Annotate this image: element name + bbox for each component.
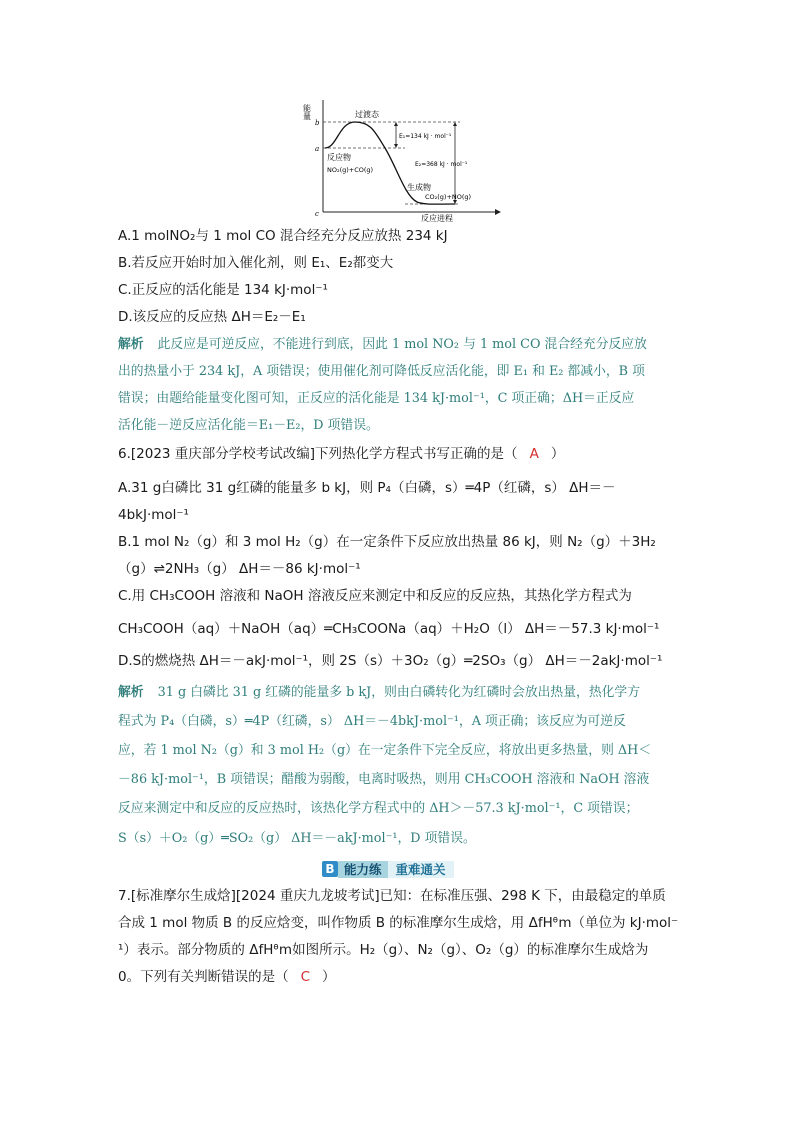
analysis-tag: 解析 bbox=[118, 337, 144, 352]
e1-label: E₁=134 kJ · mol⁻¹ bbox=[399, 133, 452, 140]
q6-option-b-line1: B.1 mol N₂（g）和 3 mol H₂（g）在一定条件下反应放出热量 86 kJ，则 N₂（g）＋3H₂ bbox=[118, 534, 656, 550]
q6-answer: A bbox=[529, 446, 539, 462]
q5-analysis-line2: 出的热量小于 234 kJ，A 项错误；使用催化剂可降低反应活化能，即 E₁ 和 E₂ 都减小，B 项 bbox=[118, 364, 645, 379]
analysis-text: 31 g 白磷比 31 g 红磷的能量多 b kJ，则由白磷转化为红磷时会放出热量，热化学方 bbox=[157, 685, 641, 700]
q5-option-c: C.正反应的活化能是 134 kJ·mol⁻¹ bbox=[118, 282, 328, 298]
q7-line4 bbox=[118, 967, 336, 987]
q5-option-a: A.1 molNO₂与 1 mol CO 混合经充分反应放热 234 kJ bbox=[118, 228, 448, 244]
label-b: b bbox=[315, 119, 320, 127]
q5-analysis-line4: 活化能－逆反应活化能＝E₁－E₂，D 项错误。 bbox=[118, 418, 379, 433]
q7-line4-text: 0。下列有关判断错误的是（ bbox=[118, 969, 289, 985]
q6-analysis-line5: 反应来测定中和反应的反应热时，该热化学方程式中的 ΔH＞－57.3 kJ·mol⁻¹，C 项错误； bbox=[118, 801, 639, 816]
q6-analysis-line3: 应，若 1 mol N₂（g）和 3 mol H₂（g）在一定条件下完全反应，将放出更多热量，则 ΔH＜ bbox=[118, 743, 652, 758]
x-axis-arrow bbox=[495, 209, 501, 215]
section-label: 能力练 bbox=[338, 861, 388, 878]
label-c: c bbox=[315, 210, 319, 218]
q5-analysis-line3: 错误；由题给能量变化图可知，正反应的活化能是 134 kJ·mol⁻¹，C 项正确；ΔH＝正反应 bbox=[118, 391, 635, 406]
transition-label: 过渡态 bbox=[355, 110, 379, 119]
energy-diagram-svg bbox=[302, 92, 505, 223]
product-formula: CO₂(g)+NO(g) bbox=[425, 193, 472, 201]
q6-option-d: D.S的燃烧热 ΔH＝－akJ·mol⁻¹，则 2S（s）＋3O₂（g）═2SO₃（g） ΔH＝－2akJ·mol⁻¹ bbox=[118, 653, 663, 669]
q6-option-a-line1: A.31 g白磷比 31 g红磷的能量多 b kJ，则 P₄（白磷，s）═4P（红磷，s） ΔH＝－ bbox=[118, 480, 616, 496]
q7-close: ） bbox=[322, 969, 336, 985]
reactant-formula: NO₂(g)+CO(g) bbox=[327, 166, 374, 174]
q6-stem bbox=[118, 444, 564, 464]
q6-analysis-line4: －86 kJ·mol⁻¹，B 项错误；醋酸为弱酸，电离时吸热，则用 CH₃COOH 溶液和 NaOH 溶液 bbox=[118, 772, 650, 787]
e2-label: E₂=368 kJ · mol⁻¹ bbox=[415, 161, 468, 168]
q7-line1: 7.[标准摩尔生成焓][2024 重庆九龙坡考试]已知：在标准压强、298 K 下，由最稳定的单质 bbox=[118, 888, 666, 904]
x-axis-label: 反应进程 bbox=[421, 214, 453, 223]
q5-option-d: D.该反应的反应热 ΔH＝E₂－E₁ bbox=[118, 309, 306, 325]
q6-option-c-line2: CH₃COOH（aq）＋NaOH（aq）═CH₃COONa（aq）＋H₂O（l） ΔH＝－57.3 kJ·mol⁻¹ bbox=[118, 621, 660, 637]
reactant-label: 反应物 bbox=[327, 153, 351, 162]
section-badge: B bbox=[322, 861, 338, 877]
q7-answer: C bbox=[300, 969, 311, 985]
q7-line3: ¹）表示。部分物质的 ΔfHᶿm如图所示。H₂（g）、N₂（g）、O₂（g）的标准摩尔生成焓为 bbox=[118, 942, 649, 958]
q6-option-b-line2: （g）⇌2NH₃（g） ΔH＝－86 kJ·mol⁻¹ bbox=[118, 561, 361, 577]
q6-analysis-line6: S（s）＋O₂（g）═SO₂（g） ΔH＝－akJ·mol⁻¹，D 项错误。 bbox=[118, 831, 476, 846]
y-axis-label: 能量 bbox=[302, 104, 312, 120]
q6-option-c-line1: C.用 CH₃COOH 溶液和 NaOH 溶液反应来测定中和反应的反应热，其热化学方程式为 bbox=[118, 588, 632, 604]
energy-diagram bbox=[302, 92, 505, 223]
q6-stem-text: 6.[2023 重庆部分学校考试改编]下列热化学方程式书写正确的是（ bbox=[118, 446, 518, 462]
q6-analysis-line1 bbox=[118, 683, 640, 703]
q5-analysis-line1 bbox=[118, 335, 647, 355]
product-label: 生成物 bbox=[407, 183, 431, 192]
label-a: a bbox=[315, 145, 320, 153]
analysis-text: 此反应是可逆反应，不能进行到底，因此 1 mol NO₂ 与 1 mol CO 混合经充分反应放 bbox=[157, 337, 647, 352]
q6-close: ） bbox=[550, 446, 565, 462]
q7-line2: 合成 1 mol 物质 B 的反应焓变，叫作物质 B 的标准摩尔生成焓，用 ΔfHᶿm（单位为 kJ·mol⁻ bbox=[118, 915, 679, 931]
section-banner bbox=[322, 860, 454, 878]
analysis-tag: 解析 bbox=[118, 685, 144, 700]
q6-analysis-line2: 程式为 P₄（白磷，s）═4P（红磷，s） ΔH＝－4bkJ·mol⁻¹，A 项正确；该反应为可逆反 bbox=[118, 714, 626, 729]
q5-option-b: B.若反应开始时加入催化剂，则 E₁、E₂都变大 bbox=[118, 255, 394, 271]
q6-option-a-line2: 4bkJ·mol⁻¹ bbox=[118, 507, 189, 523]
section-sublabel: 重难通关 bbox=[388, 861, 454, 878]
